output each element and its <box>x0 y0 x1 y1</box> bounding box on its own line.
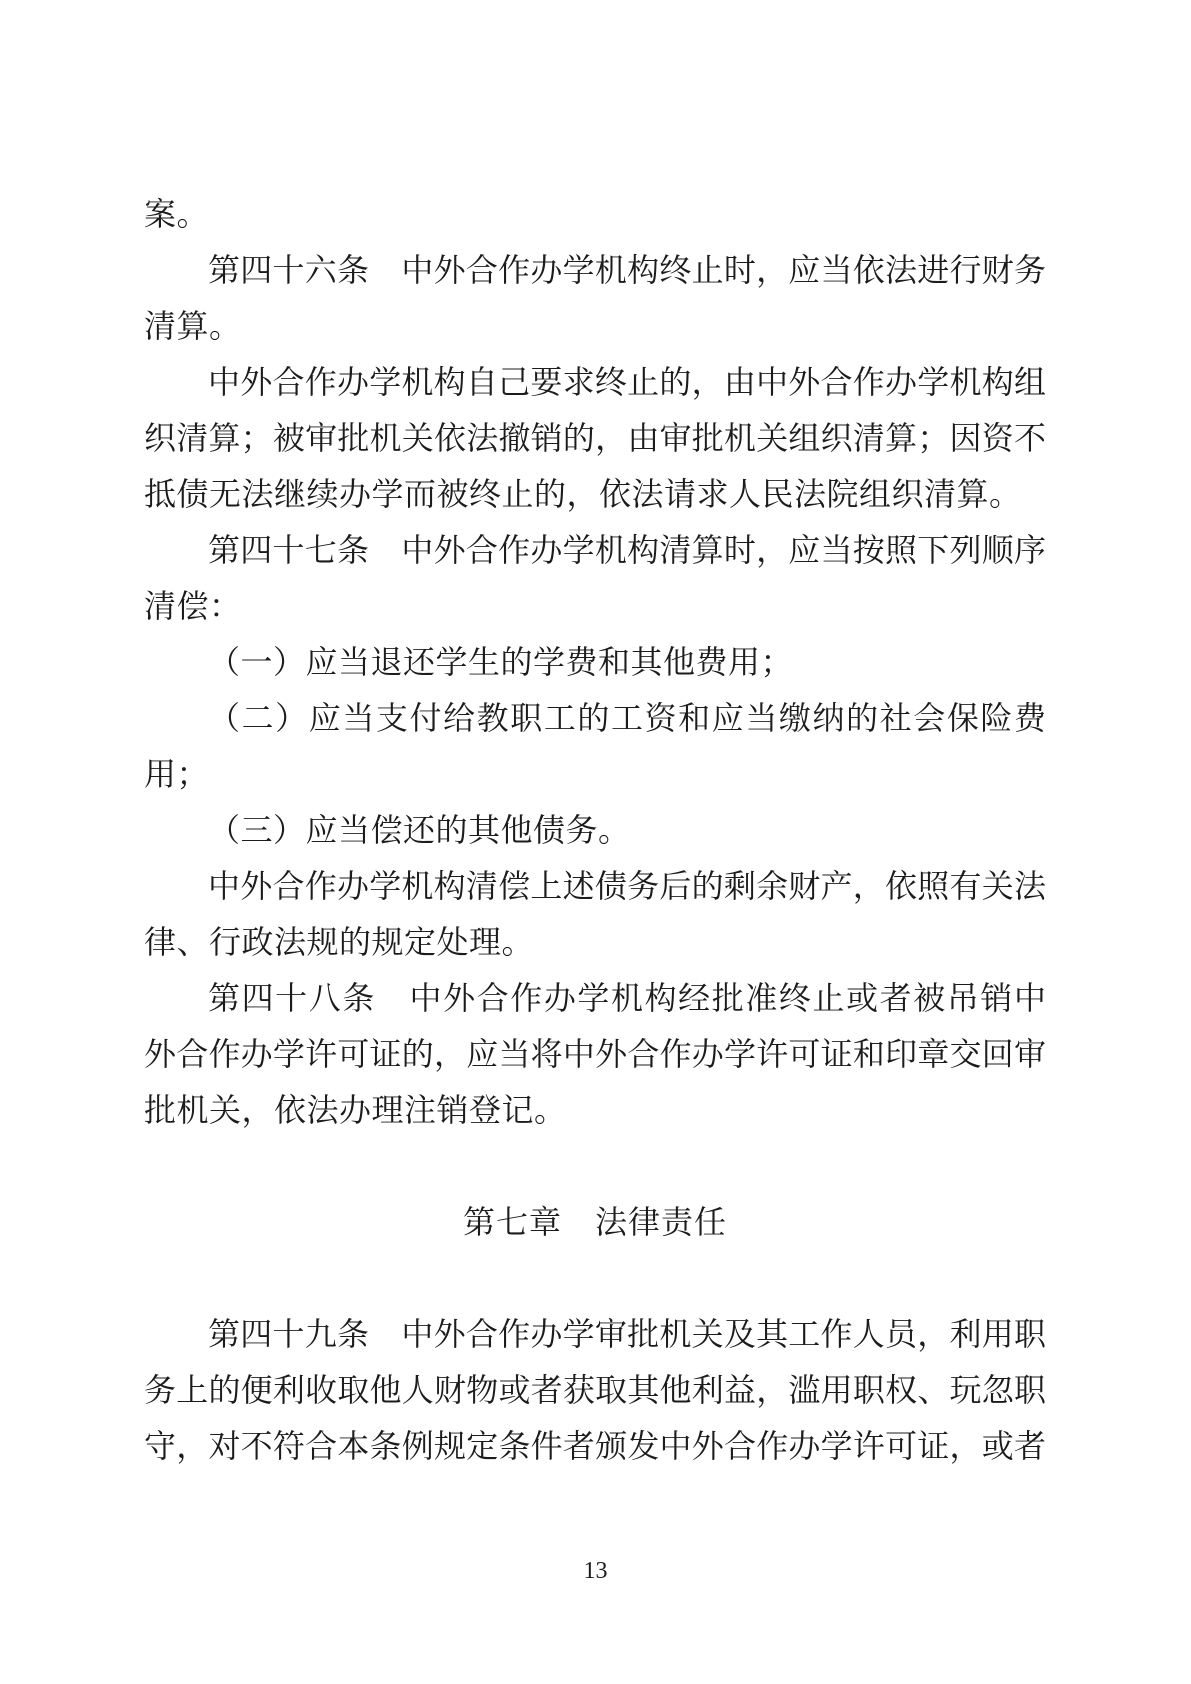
text-line: 案。 <box>144 196 210 232</box>
text-line: 中外合作办学机构自己要求终止的，由中外合作办学机构组 <box>208 364 1046 400</box>
text-line: 用； <box>144 756 210 792</box>
document-body <box>144 186 1046 1474</box>
page-number: 13 <box>583 1558 608 1584</box>
page-footer <box>0 1556 1191 1586</box>
blank-line <box>144 1250 1046 1306</box>
text-line: （三）应当偿还的其他债务。 <box>208 812 631 848</box>
text-line: 第四十六条 中外合作办学机构终止时，应当依法进行财务 <box>208 252 1046 288</box>
text-line: 抵债无法继续办学而被终止的，依法请求人民法院组织清算。 <box>144 476 1022 512</box>
text-line: （二）应当支付给教职工的工资和应当缴纳的社会保险费 <box>208 700 1046 736</box>
text-line: 中外合作办学机构清偿上述债务后的剩余财产，依照有关法 <box>208 868 1046 904</box>
text-line: 务上的便利收取他人财物或者获取其他利益，滥用职权、玩忽职 <box>144 1372 1046 1408</box>
text-line: （一）应当退还学生的学费和其他费用； <box>208 644 794 680</box>
text-line: 批机关，依法办理注销登记。 <box>144 1092 567 1128</box>
text-line: 织清算；被审批机关依法撤销的，由审批机关组织清算；因资不 <box>144 420 1046 456</box>
text-line: 第四十九条 中外合作办学审批机关及其工作人员，利用职 <box>208 1316 1046 1352</box>
text-line: 第四十七条 中外合作办学机构清算时，应当按照下列顺序 <box>208 532 1046 568</box>
chapter-heading: 第七章 法律责任 <box>462 1204 727 1240</box>
text-line: 第四十八条 中外合作办学机构经批准终止或者被吊销中 <box>208 980 1046 1016</box>
text-line: 律、行政法规的规定处理。 <box>144 924 535 960</box>
text-line: 外合作办学许可证的，应当将中外合作办学许可证和印章交回审 <box>144 1036 1046 1072</box>
text-line: 清算。 <box>144 308 242 344</box>
blank-line <box>144 1138 1046 1194</box>
text-line: 守，对不符合本条例规定条件者颁发中外合作办学许可证，或者 <box>144 1428 1046 1464</box>
text-line: 清偿： <box>144 588 242 624</box>
